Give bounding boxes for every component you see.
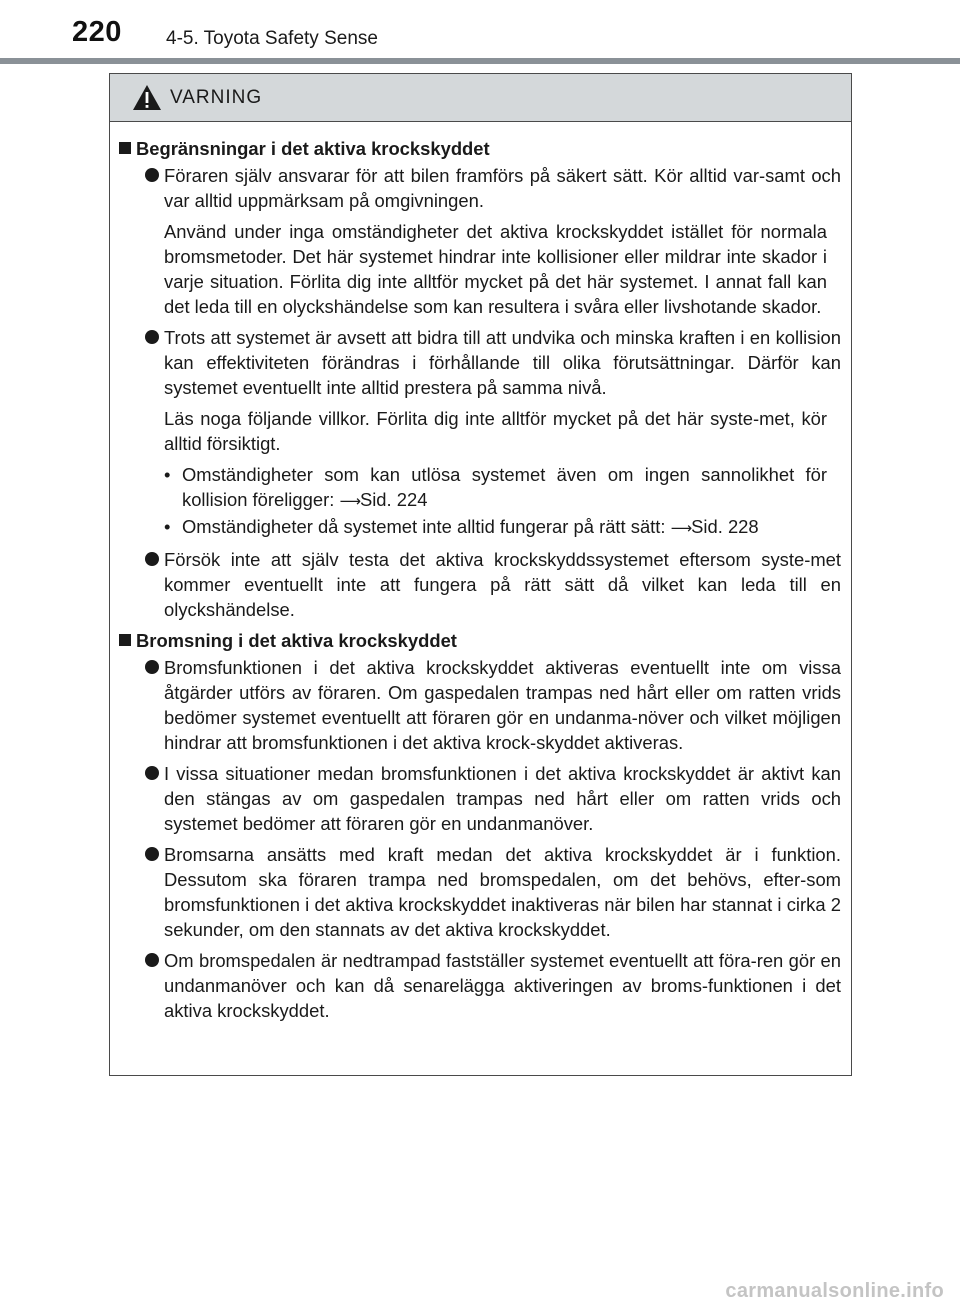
circle-bullet-icon bbox=[145, 953, 159, 967]
paragraph: Läs noga följande villkor. Förlita dig inte alltför mycket på det här syste-met, kör alltid försiktigt. bbox=[164, 408, 827, 454]
bullet-item bbox=[119, 948, 841, 1023]
sub-item-text: Omständigheter då systemet inte alltid fungerar på rätt sätt: bbox=[182, 516, 666, 537]
circle-bullet-icon bbox=[145, 168, 159, 182]
sub-list-item: • Omständigheter då systemet inte alltid fungerar på rätt sätt: ⟶Sid. 228 bbox=[164, 516, 759, 537]
heading-text: Begränsningar i det aktiva krockskyddet bbox=[136, 138, 490, 159]
bullet-text: Bromsfunktionen i det aktiva krockskyddet aktiveras eventuellt inte om vissa åtgärder utförs av föraren. Om gaspedalen trampas ned hårt eller om ratten vrids bedömer systemet eventuellt att föraren gör en undanma-növer och vilket möjligen hindrar att bromsfunktionen i det aktiva krock-skyddet aktiveras. bbox=[164, 657, 841, 753]
arrow-right-icon: ⟶ bbox=[339, 493, 360, 510]
circle-bullet-icon bbox=[145, 552, 159, 566]
header-rule bbox=[0, 58, 960, 64]
bullet-item bbox=[119, 547, 841, 622]
bullet-text: Försök inte att själv testa det aktiva krockskyddssystemet eftersom syste-met kommer eventuellt inte att fungera på rätt sätt då vilket kan leda till en olyckshändelse. bbox=[164, 549, 841, 620]
square-bullet-icon bbox=[119, 634, 131, 646]
warning-title: VARNING bbox=[170, 87, 263, 108]
sub-list-item: • Omständigheter som kan utlösa systemet även om ingen sannolikhet för kollision föreligger: ⟶Sid. 224 bbox=[164, 464, 827, 510]
circle-bullet-icon bbox=[145, 766, 159, 780]
section-heading-braking bbox=[119, 628, 841, 653]
bullet-item bbox=[119, 325, 841, 400]
paragraph: Använd under inga omständigheter det aktiva krockskyddet istället för normala bromsmetoder. Det här systemet hindrar inte kollisioner eller mildrar inte skador i varje situation. Förlita dig inte alltför mycket på det här systemet. I annat fall kan det leda till en olyckshändelse som kan resultera i svåra eller livshotande skador. bbox=[164, 221, 827, 317]
square-bullet-icon bbox=[119, 142, 131, 154]
bullet-text: Trots att systemet är avsett att bidra till att undvika och minska kraften i en kollision kan effektiviteten förändras i förhållande till olika förutsättningar. Därför kan systemet eventuellt inte alltid prestera på samma nivå. bbox=[164, 327, 841, 398]
arrow-right-icon: ⟶ bbox=[670, 520, 692, 537]
bullet-text: Föraren själv ansvarar för att bilen framförs på säkert sätt. Kör alltid var-samt och var alltid uppmärksam på omgivningen. bbox=[164, 165, 841, 211]
page-number: 220 bbox=[72, 16, 122, 48]
circle-bullet-icon bbox=[145, 660, 159, 674]
sub-item-text: Omständigheter som kan utlösa systemet även om ingen sannolikhet för kollision föreligger: bbox=[182, 464, 827, 510]
section-heading-limitations bbox=[119, 136, 841, 161]
bullet-text: I vissa situationer medan bromsfunktionen i det aktiva krockskyddet är aktivt kan den stängas av om gaspedalen trampas ned hårt eller om ratten vrids och systemet bedömer att föraren gör en undanmanöver. bbox=[164, 763, 841, 834]
bullet-item bbox=[119, 163, 841, 213]
circle-bullet-icon bbox=[145, 847, 159, 861]
bullet-item bbox=[119, 655, 841, 755]
circle-bullet-icon bbox=[145, 330, 159, 344]
warning-body bbox=[110, 122, 851, 1023]
page-reference: Sid. 224 bbox=[359, 489, 428, 510]
bullet-item bbox=[119, 842, 841, 942]
watermark: carmanualsonline.info bbox=[725, 1280, 944, 1302]
bullet-text: Om bromspedalen är nedtrampad fastställer systemet eventuellt att föra-ren gör en undanmanöver och kan då senarelägga aktiveringen av broms-funktionen i det aktiva krockskyddet. bbox=[164, 950, 841, 1021]
bullet-text: Bromsarna ansätts med kraft medan det aktiva krockskyddet är i funktion. Dessutom ska föraren trampa ned bromspedalen, om det behövs, efter-som bromsfunktionen i det aktiva krockskyddet inaktiveras när bilen har stannat i cirka 2 sekunder, om den stannats av det aktiva krockskyddet. bbox=[164, 844, 841, 940]
warning-box bbox=[109, 73, 852, 1076]
bullet-item bbox=[119, 761, 841, 836]
section-title: 4-5. Toyota Safety Sense bbox=[166, 28, 378, 49]
warning-triangle-icon bbox=[132, 84, 162, 111]
page-reference: Sid. 228 bbox=[691, 516, 759, 537]
warning-header bbox=[110, 74, 851, 122]
heading-text: Bromsning i det aktiva krockskyddet bbox=[136, 630, 457, 651]
page-header bbox=[0, 0, 960, 66]
